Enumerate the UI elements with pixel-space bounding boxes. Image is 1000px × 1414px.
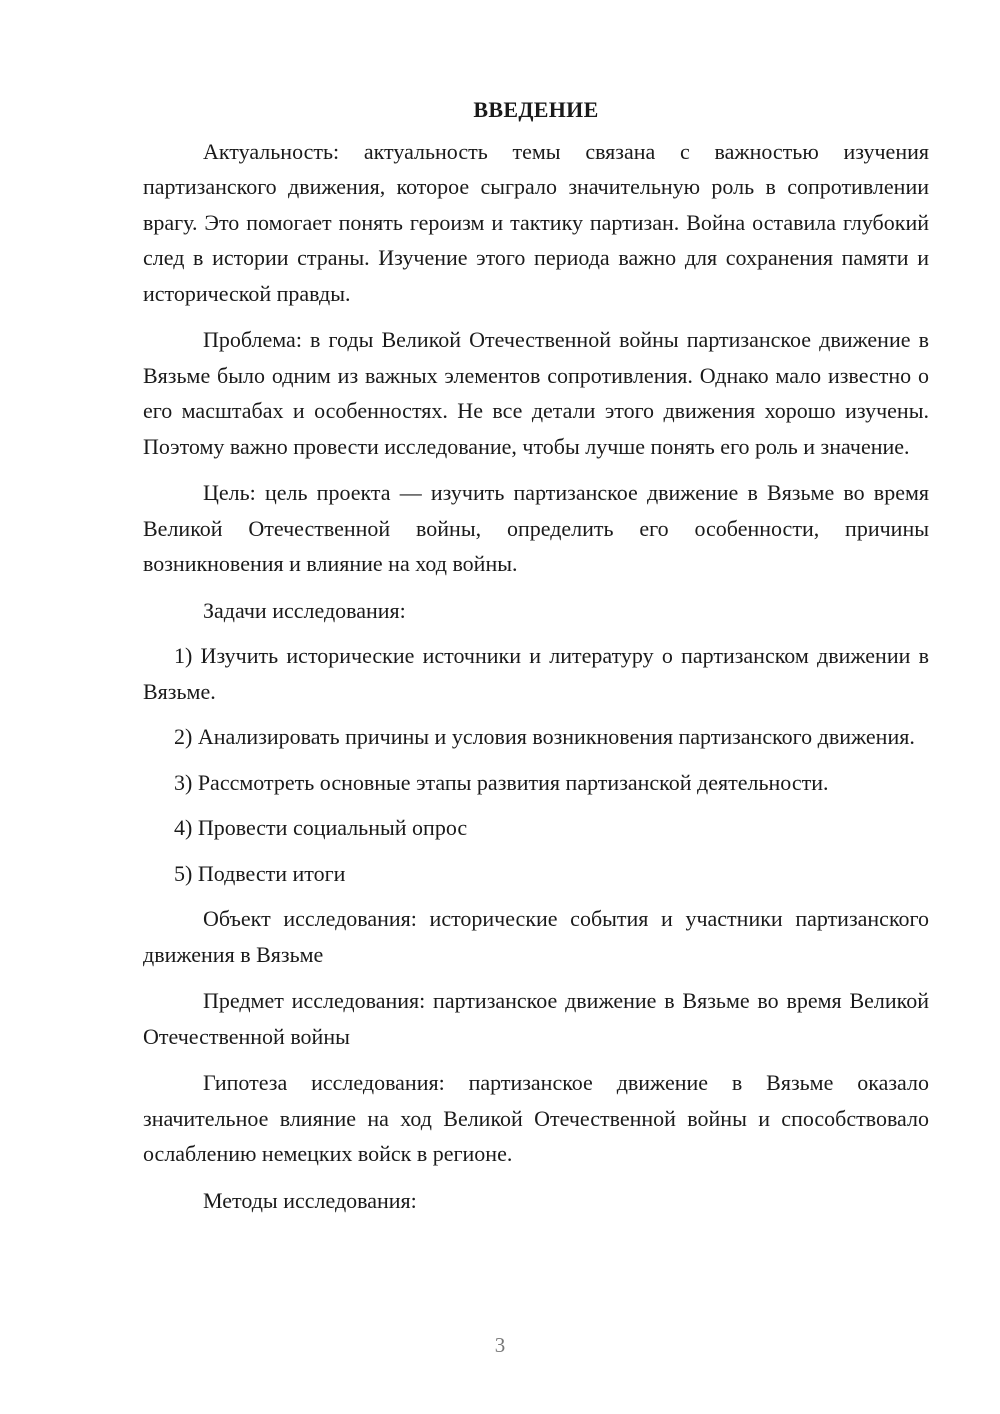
task-item-4: 4) Провести социальный опрос: [174, 815, 468, 840]
methods-title: Методы исследования:: [203, 1187, 417, 1213]
paragraph-problem: Проблема: в годы Великой Отечественной войны партизанское движение в Вязьме было одним из важных элементов сопротивления. Однако мало известно о его масштабах и особенностях. Не все детали этого движения хорошо изучены. Поэтому важно провести исследование, чтобы лучше понять его роль и значение.: [143, 327, 929, 459]
paragraph-goal: Цель: цель проекта — изучить партизанское движение в Вязьме во время Великой Отечественной войны, определить его особенности, причины возникновения и влияние на ход войны.: [143, 480, 929, 576]
task-item-3: 3) Рассмотреть основные этапы развития партизанской деятельности.: [174, 769, 829, 795]
section-heading: ВВЕДЕНИЕ: [473, 97, 599, 122]
page-content: [143, 92, 929, 1228]
paragraph-object: Объект исследования: исторические события и участники партизанского движения в Вязьме: [143, 906, 929, 967]
tasks-title: Задачи исследования:: [203, 597, 406, 623]
task-item-2: 2) Анализировать причины и условия возникновения партизанского движения.: [174, 724, 915, 749]
paragraph-relevance: Актуальность: актуальность темы связана с важностью изучения партизанского движения, которое сыграло значительную роль в сопротивлении врагу. Это помогает понять героизм и тактику партизан. Война оставила глубокий след в истории страны. Изучение этого периода важно для сохранения памяти и исторической правды.: [143, 138, 929, 306]
paragraph-hypothesis: Гипотеза исследования: партизанское движение в Вязьме оказало значительное влияние на ход Великой Отечественной войны и способствовало ослаблению немецких войск в регионе.: [143, 1070, 929, 1166]
task-item-1: 1) Изучить исторические источники и литературу о партизанском движении в Вязьме.: [143, 643, 929, 704]
paragraph-subject: Предмет исследования: партизанское движение в Вязьме во время Великой Отечественной войны: [143, 988, 929, 1049]
task-item-5: 5) Подвести итоги: [174, 860, 346, 886]
page-number: 3: [494, 1333, 506, 1357]
